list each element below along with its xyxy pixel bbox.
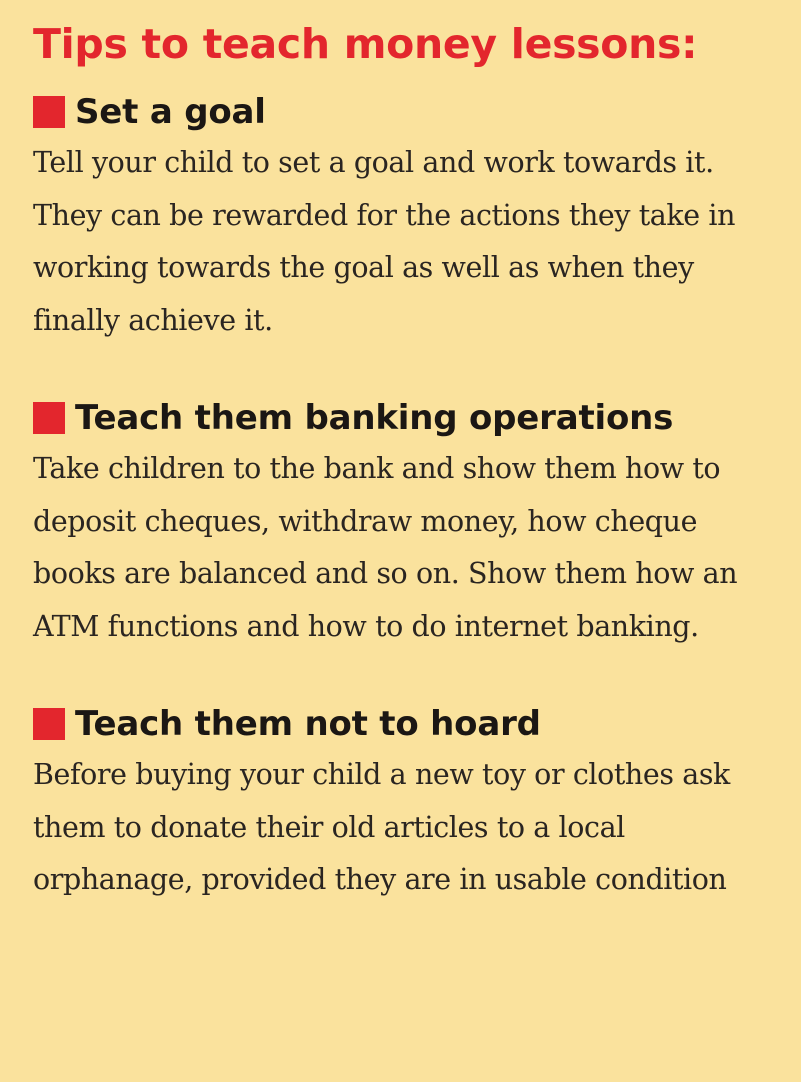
tip-title: Teach them banking operations xyxy=(75,398,674,438)
tip-body: Tell your child to set a goal and work towards it. They can be rewarded for the actions they take in working towards the goal as well as when they finally achieve it. xyxy=(33,146,736,337)
square-bullet-icon xyxy=(33,708,65,740)
square-bullet-icon xyxy=(33,402,65,434)
tip-set-a-goal xyxy=(33,87,781,347)
square-bullet-icon xyxy=(33,96,65,128)
tip-heading xyxy=(33,87,781,137)
tip-title: Set a goal xyxy=(75,92,266,132)
tip-heading xyxy=(33,699,781,749)
page-title: Tips to teach money lessons: xyxy=(33,20,698,68)
tip-not-to-hoard xyxy=(33,699,781,907)
tip-title: Teach them not to hoard xyxy=(75,704,541,744)
tip-banking-operations xyxy=(33,393,781,653)
tip-body: Before buying your child a new toy or clothes ask them to donate their old articles to a local orphanage, provided they are in usable condition xyxy=(33,758,730,896)
tip-heading xyxy=(33,393,781,443)
tip-body: Take children to the bank and show them how to deposit cheques, withdraw money, how cheque books are balanced and so on. Show them how an ATM functions and how to do internet banking. xyxy=(33,452,738,643)
